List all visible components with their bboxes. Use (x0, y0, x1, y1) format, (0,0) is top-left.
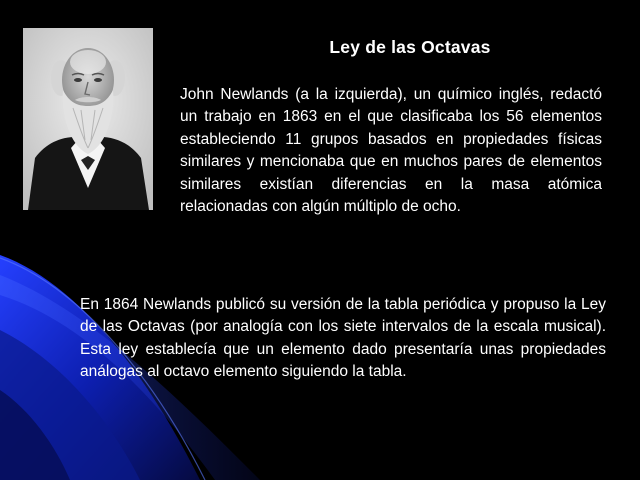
body-paragraph: En 1864 Newlands publicó su versión de la tabla periódica y propuso la Ley de las Octavas (por analogía con los siete intervalos de la escala musical). Esta ley establecía que un elemento dado presentaría unas propiedades análogas al octavo elemento siguiendo la tabla. (80, 296, 606, 381)
slide-title: Ley de las Octavas (329, 37, 491, 57)
portrait-john-newlands (23, 28, 153, 210)
intro-paragraph: John Newlands (a la izquierda), un químico inglés, redactó un trabajo en 1863 en el que clasificaba los 56 elementos estableciendo 11 grupos basados en propiedades físicas similares y mencionaba que en muchos pares de elementos similares existían diferencias en la masa atómica relacionadas con algún múltiplo de ocho. (180, 86, 602, 216)
